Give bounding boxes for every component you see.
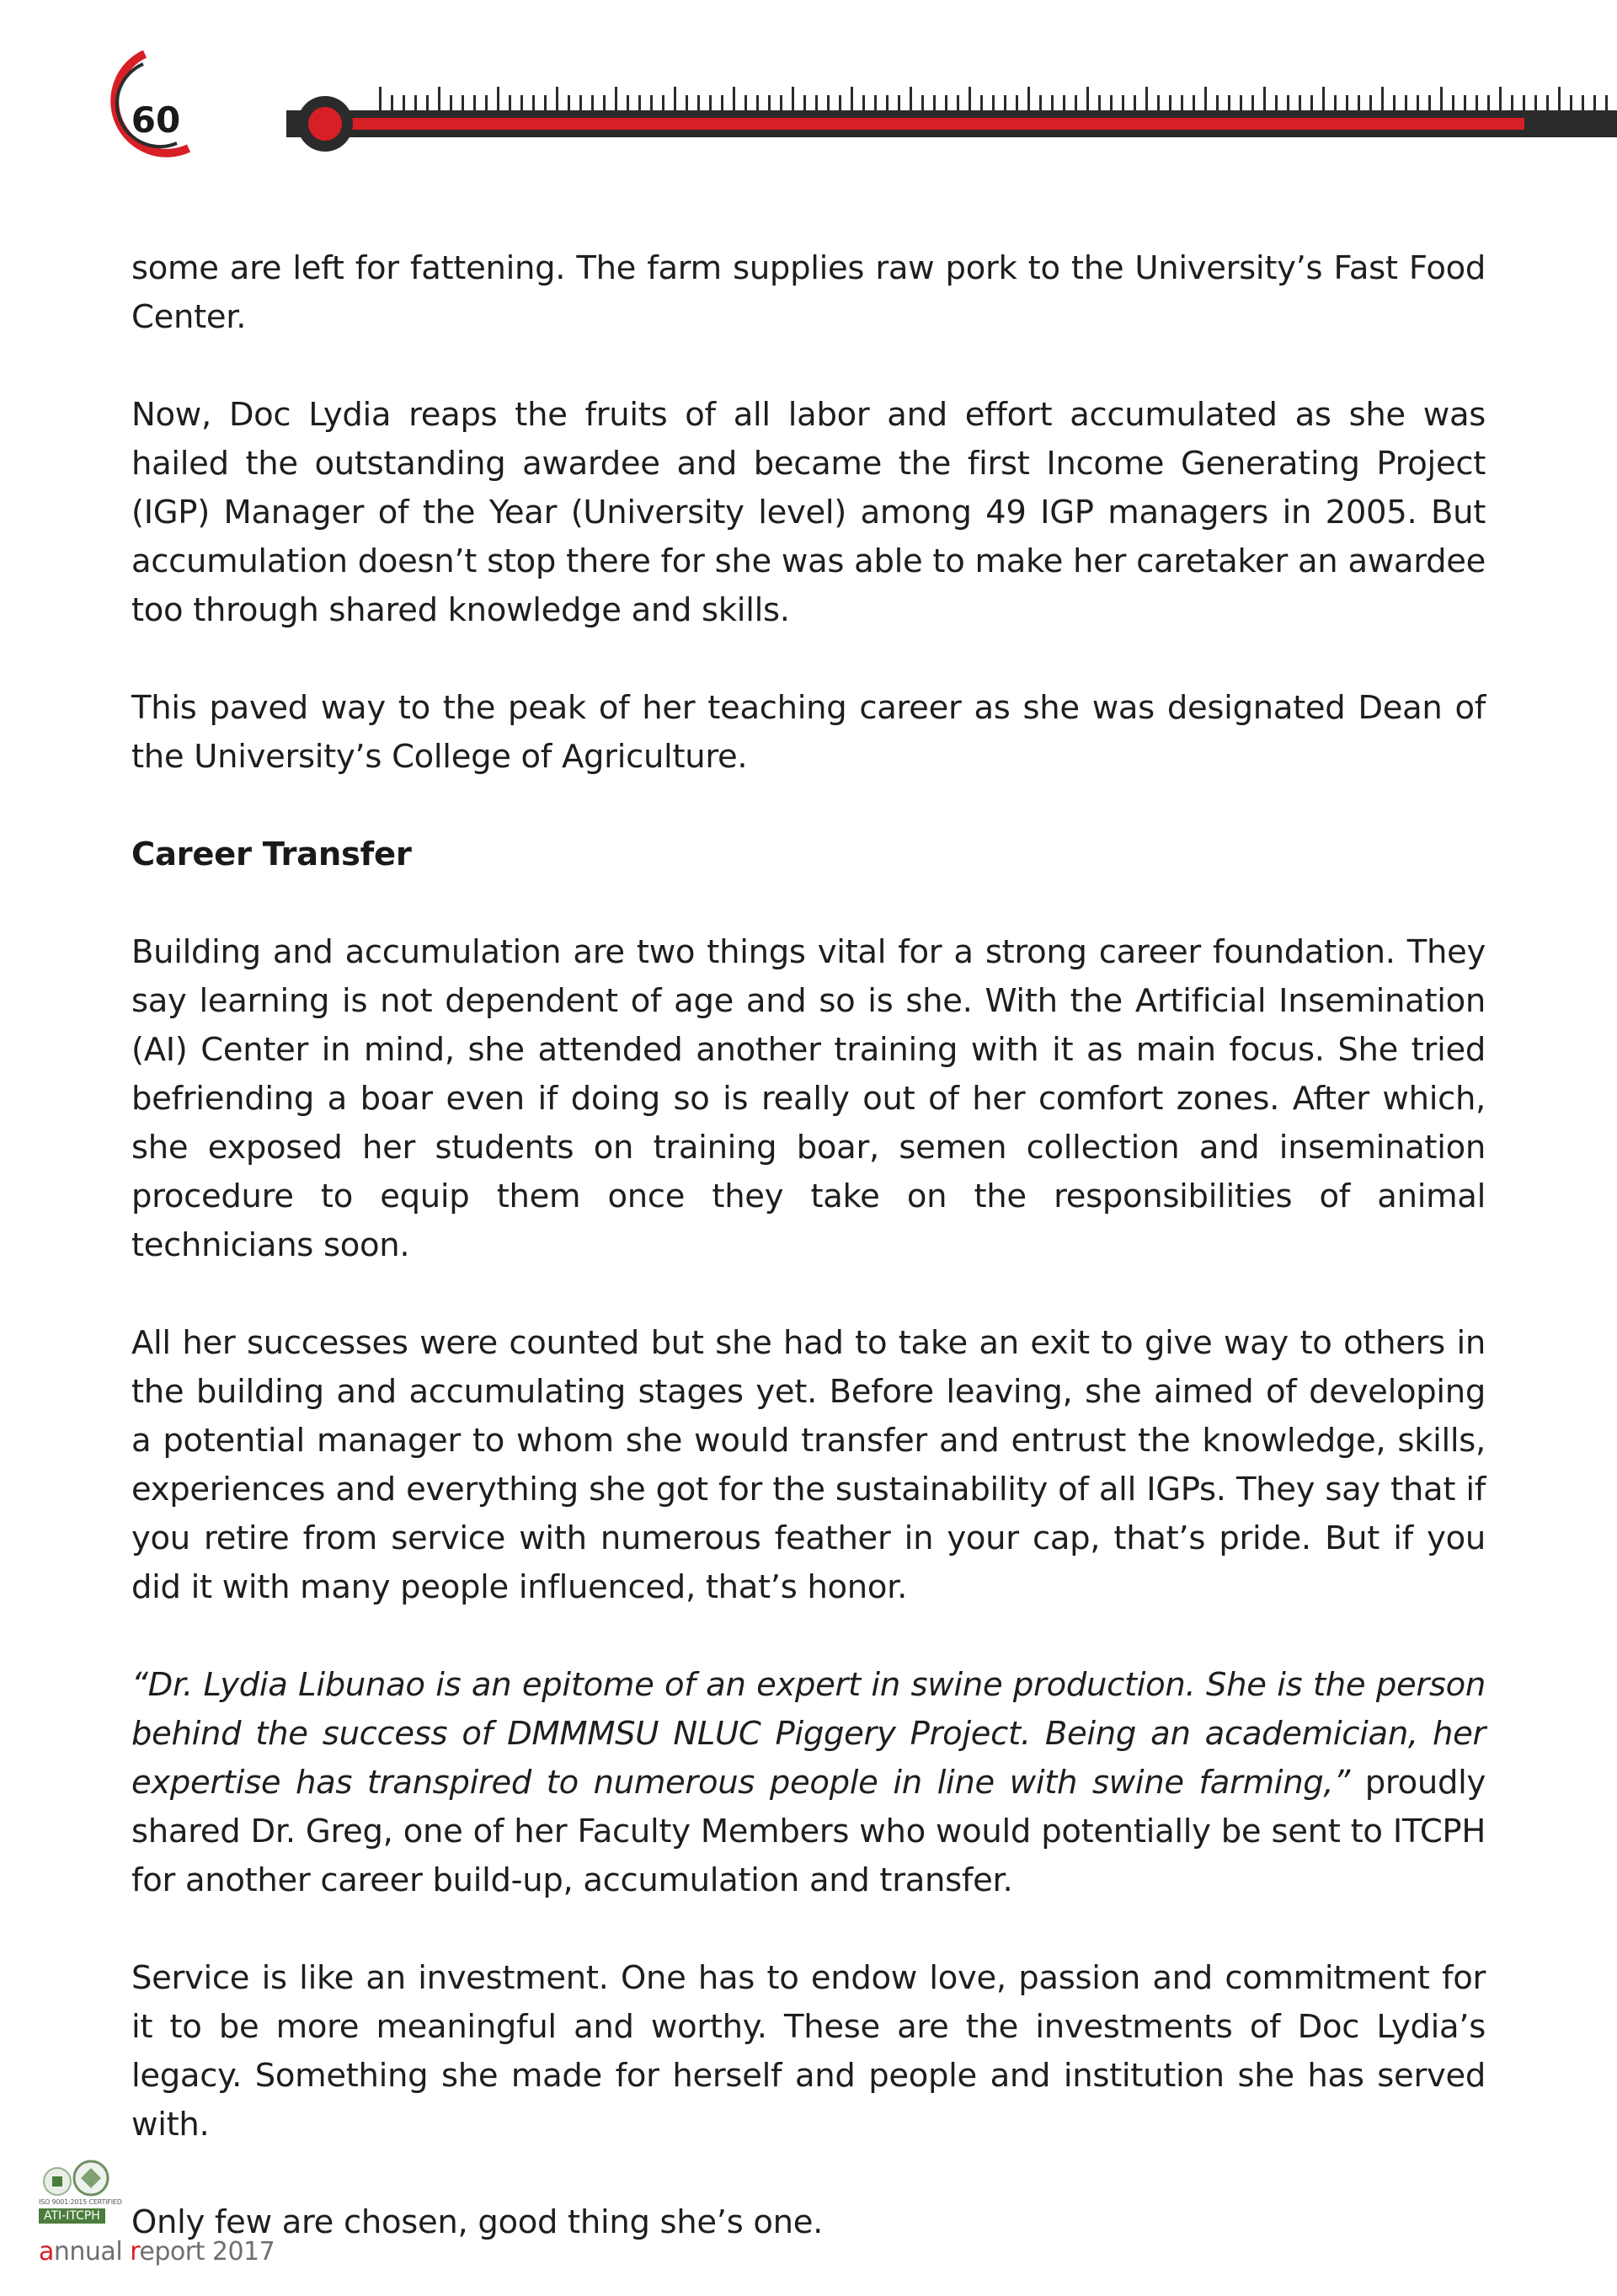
ruler-tick [1346, 95, 1348, 112]
ruler-tick [1393, 95, 1396, 112]
ruler-tick [957, 95, 959, 112]
paragraph: This paved way to the peak of her teaching career as she was designated Dean of the University’s College of Agriculture. [131, 689, 1486, 776]
ruler-tick [1299, 95, 1301, 112]
ruler-tick [473, 95, 476, 112]
ruler-tick [1605, 95, 1608, 112]
report-label-accent-a: a [39, 2237, 54, 2267]
ruler-knob-inner [308, 107, 342, 141]
ruler-tick [921, 95, 924, 112]
ruler-tick [1181, 95, 1183, 112]
ruler-tick [780, 95, 782, 112]
ruler-tick [1240, 95, 1242, 112]
ruler-tick [1122, 95, 1124, 112]
ruler-tick [744, 95, 747, 112]
ruler-tick [1169, 95, 1171, 112]
report-label-part: nnual [53, 2237, 131, 2267]
ruler-tick [1570, 95, 1572, 112]
quote-paragraph [131, 1661, 1486, 1905]
ruler-red-bar [303, 118, 1524, 130]
organization-tag: ATI-ITCPH [39, 2208, 105, 2224]
ruler-tick [886, 95, 889, 112]
ruler-tick [1417, 95, 1419, 112]
ruler-tick [1558, 87, 1561, 112]
page-number: 60 [131, 99, 181, 141]
ruler-tick [792, 87, 794, 112]
ruler-tick [1157, 95, 1160, 112]
ruler-tick [568, 95, 570, 112]
ruler-tick [1546, 95, 1549, 112]
ruler-tick [1098, 95, 1101, 112]
ruler-tick [1322, 87, 1325, 112]
paragraph: Now, Doc Lydia reaps the fruits of all labor and effort accumulated as she was hailed the outstanding awardee and became the first Income Generating Project (IGP) Manager of the Year (University level) among 49 IGP managers in 2005. But accumulation doesn’t stop there for she was able to make her caretaker an awardee too through shared knowledge and skills. [131, 396, 1486, 629]
ruler-tick [803, 95, 806, 112]
ruler-tick [1016, 95, 1018, 112]
ruler-tick [851, 87, 853, 112]
ruler-tick [485, 95, 488, 112]
ruler-tick [933, 95, 936, 112]
page-header [0, 0, 1617, 168]
ruler-tick [1452, 95, 1454, 112]
ruler-tick [1204, 87, 1207, 112]
ruler-tick [556, 87, 558, 112]
ruler-tick [544, 95, 547, 112]
ruler-tick [1593, 95, 1596, 112]
ruler-tick [1263, 87, 1266, 112]
ruler-tick [1027, 87, 1030, 112]
page-footer [37, 2156, 307, 2283]
ruler-tick [1334, 95, 1337, 112]
ruler-tick [1275, 95, 1278, 112]
ruler-tick [815, 95, 818, 112]
ruler-tick [756, 95, 759, 112]
quote-attribution: proudly shared Dr. Greg, one of her Faculty Members who would potentially be sent to ITCPH for another career build-up, accumulation and transfer. [131, 1764, 1486, 1899]
paragraph: Service is like an investment. One has to endow love, passion and commitment for it to be more meaningful and worthy. These are the investments of Doc Lydia’s legacy. Something she made for herself and people and institution she has served with. [131, 1959, 1486, 2144]
ruler-tick [450, 95, 452, 112]
ruler-tick [509, 95, 511, 112]
ruler-tick [462, 95, 464, 112]
ruler-tick [1228, 95, 1230, 112]
ruler-tick [426, 95, 429, 112]
ruler-tick [827, 95, 830, 112]
ruler-tick [414, 95, 417, 112]
ruler-tick [1381, 87, 1384, 112]
ruler-tick [1440, 87, 1443, 112]
ruler-tick [945, 95, 947, 112]
ruler-tick [1063, 95, 1065, 112]
ruler-tick [1511, 95, 1513, 112]
ruler-tick [520, 95, 523, 112]
ruler-tick [1464, 95, 1466, 112]
ruler-tick [874, 95, 877, 112]
ruler-tick [615, 87, 617, 112]
ruler-tick [1134, 95, 1136, 112]
paragraph: Only few are chosen, good thing she’s one. [131, 2203, 824, 2241]
ruler-tick [1310, 95, 1313, 112]
ruler-tick [1039, 95, 1042, 112]
paragraph: All her successes were counted but she had to take an exit to give way to others in the building and accumulating stages yet. Before leaving, she aimed of developing a potential manager to whom she would transfer and entrust the knowledge, skills, experiences and everything she got for the sustainability of all IGPs. They say that if you retire from service with numerous feather in your cap, that’s pride. But if you did it with many people influenced, that’s honor. [131, 1324, 1486, 1606]
ruler-tick [1110, 95, 1113, 112]
ruler-tick [1405, 95, 1407, 112]
ruler-tick [1086, 87, 1089, 112]
ruler-tick [662, 95, 664, 112]
ruler-tick [980, 95, 983, 112]
ruler-tick [1216, 95, 1219, 112]
quote-text: “Dr. Lydia Libunao is an epitome of an expert in swine production. She is the person behind the success of DMMMSU NLUC Piggery Project. Being an academician, her expertise has transpired to numerous people in line with swine farming,” [131, 1666, 1486, 1802]
ruler-tick [709, 95, 712, 112]
ruler-tick [403, 95, 405, 112]
ruler-tick [650, 95, 653, 112]
ruler-tick [969, 87, 971, 112]
report-label-part: eport 2017 [139, 2237, 275, 2267]
ruler-tick [1051, 95, 1054, 112]
ruler-tick [1358, 95, 1360, 112]
ruler-tick [1075, 95, 1077, 112]
ruler-tick [898, 95, 900, 112]
ruler-tick [1476, 95, 1478, 112]
ruler-tick [733, 87, 735, 112]
ruler-tick [862, 95, 865, 112]
ruler-tick [910, 87, 912, 112]
ruler-tick [1499, 87, 1502, 112]
paragraph: some are left for fattening. The farm supplies raw pork to the University’s Fast Food Center. [131, 249, 1486, 336]
ruler-tick [438, 87, 440, 112]
ruler-tick [1487, 95, 1490, 112]
ruler-tick [579, 95, 582, 112]
ruler-tick [1369, 95, 1372, 112]
ruler-tick [1534, 95, 1537, 112]
section-heading: Career Transfer [131, 836, 412, 873]
ruler-tick [1251, 95, 1254, 112]
ruler-tick [603, 95, 606, 112]
ruler-tick [532, 95, 535, 112]
ruler-tick [627, 95, 629, 112]
report-label [39, 2237, 275, 2267]
paragraph: Building and accumulation are two things vital for a strong career foundation. They say learning is not dependent of age and so is she. With the Artificial Insemination (AI) Center in mind, she attended another training with it as main focus. She tried befriending a boar even if doing so is really out of her comfort zones. After which, she exposed her students on training boar, semen collection and insemination procedure to equip them once they take on the responsibilities of animal technicians soon. [131, 933, 1486, 1264]
ruler-tick [1523, 95, 1525, 112]
certification-label: ISO 9001:2015 CERTIFIED [39, 2198, 122, 2206]
ruler-tick [1428, 95, 1431, 112]
ruler-tick [391, 95, 393, 112]
article-body [131, 244, 1486, 2296]
ruler-tick [591, 95, 594, 112]
ruler-tick [1193, 95, 1195, 112]
ruler-tick [379, 87, 382, 112]
ruler-tick [1145, 87, 1148, 112]
ruler-bar-icon [286, 80, 1617, 160]
ruler-tick [697, 95, 700, 112]
ruler-tick [721, 95, 723, 112]
ruler-tick [1287, 95, 1289, 112]
ruler-tick [768, 95, 771, 112]
ruler-tick [686, 95, 688, 112]
ruler-tick [839, 95, 841, 112]
ruler-tick [992, 95, 995, 112]
ruler-tick [638, 95, 641, 112]
ruler-ticks [379, 87, 1608, 112]
ruler-tick [497, 87, 499, 112]
ruler-tick [1582, 95, 1584, 112]
ruler-tick [1004, 95, 1006, 112]
ruler-tick [674, 87, 676, 112]
report-label-accent-r: r [130, 2237, 140, 2267]
